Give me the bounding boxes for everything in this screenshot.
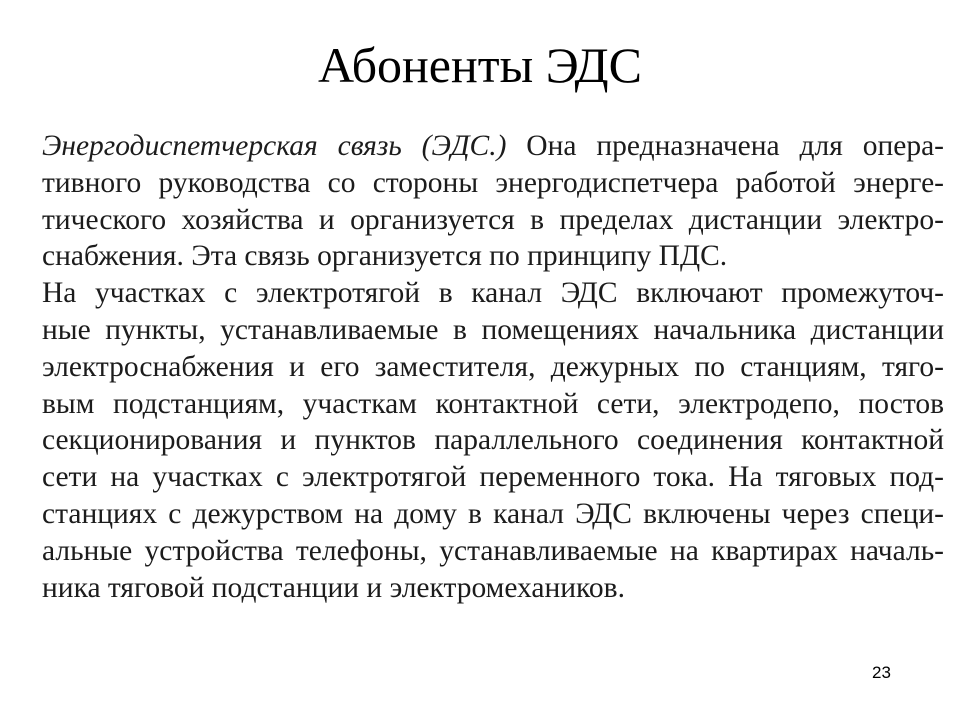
text-line: сети на участках с электротягой переменного тока. На тяговых под- xyxy=(42,461,944,494)
text-fragment: Она предназначена для опера- xyxy=(506,130,944,162)
paragraph-1 xyxy=(8,128,944,275)
text-line: ника тяговой подстанции и электромехаников. xyxy=(42,571,625,604)
slide-title: Абоненты ЭДС xyxy=(318,37,642,93)
scanned-text-block xyxy=(8,128,944,606)
text-line xyxy=(8,128,944,165)
paragraph-2 xyxy=(8,275,944,606)
text-line: станциях с дежурством на дому в канал ЭДС включены через специ- xyxy=(42,497,944,530)
text-line: секционирования и пунктов параллельного соединения контактной xyxy=(42,424,944,457)
text-line: тивного руководства со стороны энергодиспетчера работой энерге- xyxy=(42,166,944,199)
page-number: 23 xyxy=(872,663,891,682)
text-line: альные устройства телефоны, устанавливаемые на квартирах началь- xyxy=(42,534,944,567)
text-line: вым подстанциям, участкам контактной сети, электродепо, постов xyxy=(42,387,944,420)
text-line: снабжения. Эта связь организуется по принципу ПДС. xyxy=(42,240,728,273)
text-line: тического хозяйства и организуется в пределах дистанции электро- xyxy=(42,203,944,236)
text-line: ные пункты, устанавливаемые в помещениях начальника дистанции xyxy=(42,313,944,346)
italic-term: Энергодиспетчерская связь (ЭДС.) xyxy=(42,130,507,162)
text-line: На участках с электротягой в канал ЭДС включают промежуточ- xyxy=(42,277,944,310)
text-line: электроснабжения и его заместителя, дежурных по станциям, тяго- xyxy=(42,350,944,383)
